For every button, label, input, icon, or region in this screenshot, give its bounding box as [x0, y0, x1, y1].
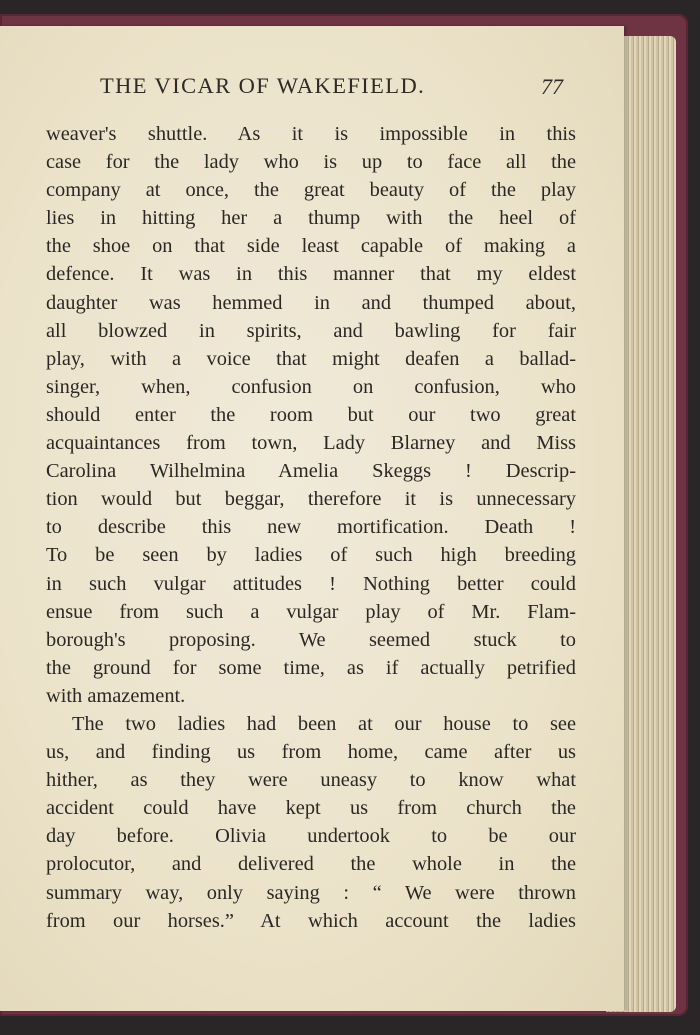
text-line: ensue from such a vulgar play of Mr. Flam- [46, 600, 576, 623]
text-line: lies in hitting her a thump with the heel of [46, 207, 576, 230]
text-line: tion would but beggar, therefore it is unnecessary [46, 488, 576, 511]
page-number: 77 [541, 74, 563, 99]
text-line: from our horses.” At which account the ladies [46, 909, 576, 932]
text-line: borough's proposing. We seemed stuck to [46, 628, 576, 651]
text-line: case for the lady who is up to face all the [46, 151, 576, 174]
book-page [0, 26, 624, 1011]
text-line: to describe this new mortification. Death ! [46, 516, 576, 539]
text-line: us, and finding us from home, came after us [46, 741, 576, 764]
text-line: accident could have kept us from church the [46, 797, 576, 820]
text-line: The two ladies had been at our house to see [72, 712, 576, 735]
text-line: the ground for some time, as if actually petrified [46, 656, 576, 679]
text-line: weaver's shuttle. As it is impossible in this [46, 123, 576, 145]
running-head-title: THE VICAR OF WAKEFIELD. [100, 73, 426, 98]
text-line: the shoe on that side least capable of making a [46, 235, 576, 258]
text-line: all blowzed in spirits, and bawling for fair [46, 319, 576, 342]
text-line: acquaintances from town, Lady Blarney and Miss [46, 432, 576, 455]
running-head [0, 73, 575, 113]
paragraph-2 [46, 710, 576, 935]
paragraph-1 [46, 120, 576, 710]
text-line: play, with a voice that might deafen a ballad- [46, 347, 576, 370]
text-line: daughter was hemmed in and thumped about, [46, 291, 576, 314]
body-text [46, 120, 576, 935]
text-line: summary way, only saying : “ We were thrown [46, 881, 576, 904]
text-line: singer, when, confusion on confusion, who [46, 375, 576, 398]
text-line: should enter the room but our two great [46, 403, 576, 426]
text-line: hither, as they were uneasy to know what [46, 769, 576, 792]
text-line: with amazement. [46, 684, 186, 707]
text-line: To be seen by ladies of such high breeding [46, 544, 576, 567]
text-line: in such vulgar attitudes ! Nothing better could [46, 572, 576, 595]
text-line: defence. It was in this manner that my eldest [46, 263, 576, 286]
text-line: company at once, the great beauty of the play [46, 179, 576, 202]
text-line: day before. Olivia undertook to be our [46, 825, 576, 848]
text-line: Carolina Wilhelmina Amelia Skeggs ! Descrip- [46, 460, 576, 483]
text-line: prolocutor, and delivered the whole in the [46, 853, 576, 876]
